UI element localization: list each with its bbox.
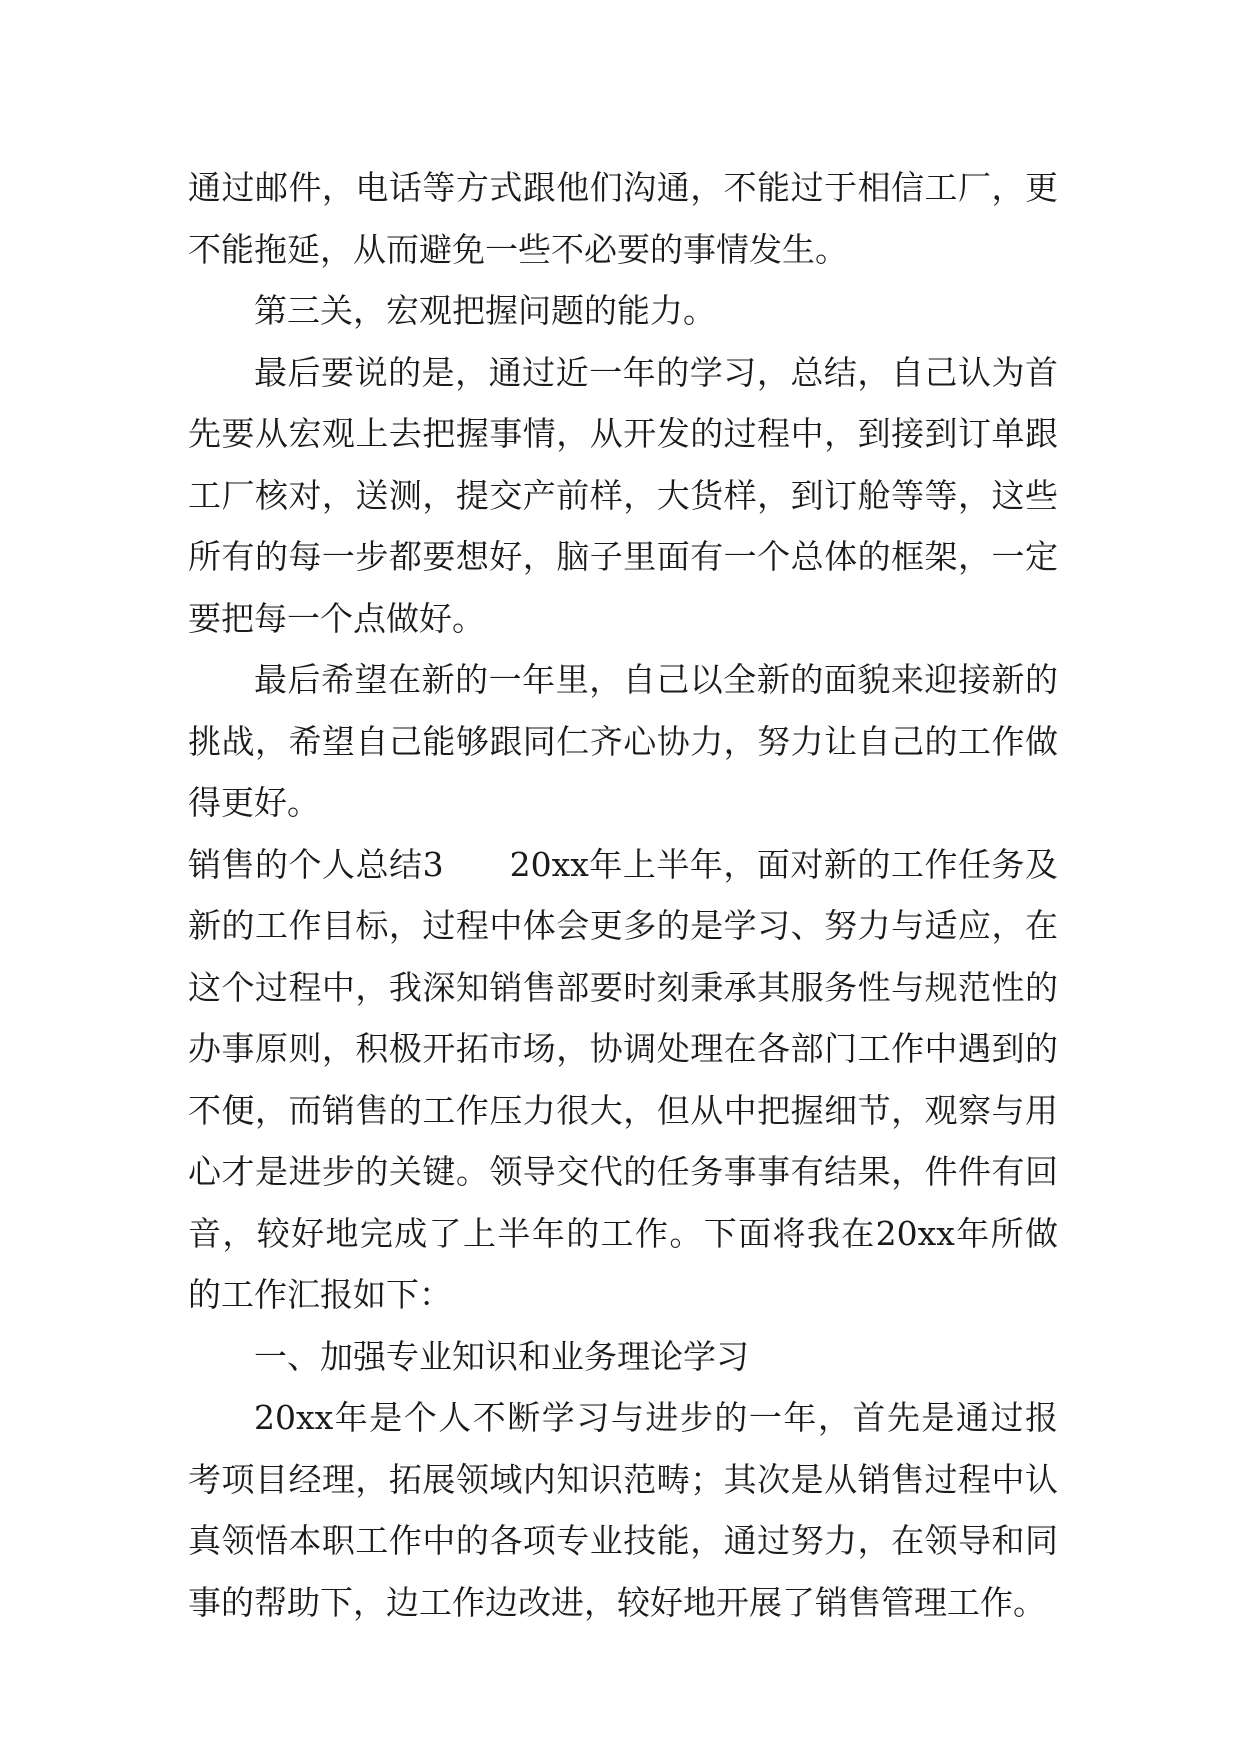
section-lead-text: 20xx年上半年，面对新的工作任务及新的工作目标，过程中体会更多的是学习、努力与适应，在这个过程中，我深知销售部要时刻秉承其服务性与规范性的办事原则，积极开拓市场，协调处理在各部门工作中遇到的不便，而销售的工作压力很大，但从中把握细节，观察与用心才是进步的关键。领导交代的任务事事有结果，件件有回音，较好地完成了上半年的工作。下面将我在20xx年所做的工作汇报如下：: [188, 844, 1058, 1314]
paragraph-continued: 通过邮件，电话等方式跟他们沟通，不能过于相信工厂，更不能拖延，从而避免一些不必要的事情发生。: [188, 168, 1058, 269]
subheading-study: 一、加强专业知识和业务理论学习: [254, 1336, 749, 1376]
paragraph-study-detail: 20xx年是个人不断学习与进步的一年，首先是通过报考项目经理，拓展领域内知识范畴；其次是从销售过程中认真领悟本职工作中的各项专业技能，通过努力，在领导和同事的帮助下，边工作边改进，较好地开展了销售管理工作。: [188, 1398, 1058, 1622]
section-title: 销售的个人总结3: [188, 844, 444, 884]
document-body: [188, 157, 1058, 1633]
paragraph-new-year-hope: 最后希望在新的一年里，自己以全新的面貌来迎接新的挑战，希望自己能够跟同仁齐心协力，努力让自己的工作做得更好。: [188, 660, 1058, 822]
paragraph-macro-grasp: 最后要说的是，通过近一年的学习，总结，自己认为首先要从宏观上去把握事情，从开发的过程中，到接到订单跟工厂核对，送测，提交产前样，大货样，到订舱等等，这些所有的每一步都要想好，脑子里面有一个总体的框架，一定要把每一个点做好。: [188, 352, 1058, 638]
paragraph-third-point: 第三关，宏观把握问题的能力。: [254, 291, 716, 330]
section-summary-3: [188, 834, 1058, 1326]
